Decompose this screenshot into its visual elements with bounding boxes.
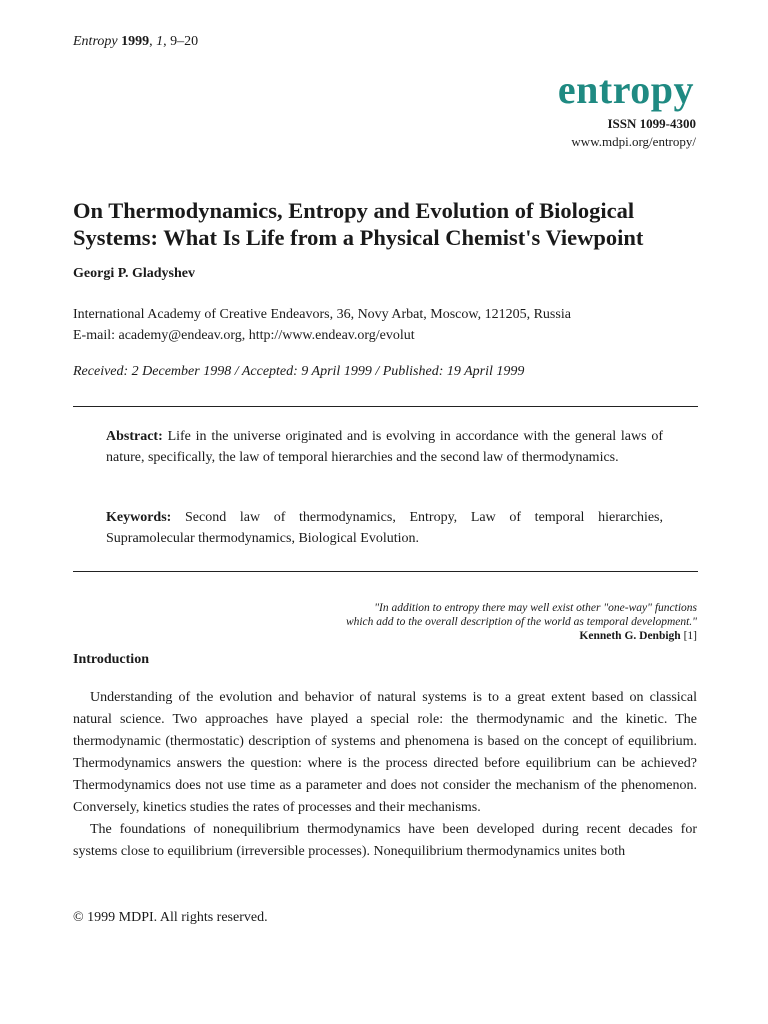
paper-author: Georgi P. Gladyshev <box>73 266 195 281</box>
affiliation-address: International Academy of Creative Endeavors, 36, Novy Arbat, Moscow, 121205, Russia <box>73 307 571 322</box>
introduction-body <box>73 687 697 863</box>
journal-volume: 1 <box>156 34 164 49</box>
keywords <box>106 507 663 549</box>
journal-logo: entropy <box>557 67 694 112</box>
issn: ISSN 1099-4300 <box>607 116 696 131</box>
bottom-divider <box>73 571 698 572</box>
journal-citation: Entropy 1999, 1, 9–20 <box>73 34 199 49</box>
abstract-text: Life in the universe originated and is evolving in accordance with the general laws of nature, specifically, the law of temporal hierarchies and the second law of thermodynamics. <box>106 429 664 465</box>
epigraph-reference: [1] <box>683 630 697 642</box>
epigraph-author: Kenneth G. Denbigh <box>579 630 681 642</box>
epigraph-line-2: which add to the overall description of the world as temporal development." <box>345 616 697 628</box>
abstract <box>106 426 663 468</box>
author-affiliation <box>73 304 571 346</box>
epigraph-line-1: "In addition to entropy there may well exist other "one-way" functions <box>374 602 697 614</box>
journal-name: Entropy <box>73 34 118 49</box>
journal-year: 1999 <box>121 34 150 49</box>
introduction-paragraph-1: Understanding of the evolution and behavior of natural systems is to a great extent based on classical natural science. Two approaches have played a special role: the thermodynamic and the kinetic. The thermodynamic (thermostatic) description of systems and phenomena is based on the concept of equilibrium. Thermodynamics answers the question: where is the process directed before equilibrium can be achieved? Thermodynamics does not use time as a parameter and does not consider the mechanism of the phenomenon. Conversely, kinetics studies the rates of processes and their mechanisms. <box>73 690 697 815</box>
affiliation-contact: E-mail: academy@endeav.org, http://www.endeav.org/evolut <box>73 328 415 343</box>
keywords-text: Second law of thermodynamics, Entropy, Law of temporal hierarchies, Supramolecular thermodynamics, Biological Evolution. <box>106 510 663 546</box>
paper-title: On Thermodynamics, Entropy and Evolution of Biological Systems: What Is Life from a Physical Chemist's Viewpoint <box>73 198 644 250</box>
top-divider <box>73 406 698 407</box>
abstract-label: Abstract: <box>106 429 163 444</box>
journal-pages: 9–20 <box>170 34 199 49</box>
copyright-notice: © 1999 MDPI. All rights reserved. <box>73 910 268 925</box>
introduction-heading: Introduction <box>73 652 149 667</box>
introduction-paragraph-2: The foundations of nonequilibrium thermodynamics have been developed during recent decades for systems close to equilibrium (irreversible processes). Nonequilibrium thermodynamics unites both <box>73 822 697 859</box>
keywords-label: Keywords: <box>106 510 172 525</box>
publication-dates: Received: 2 December 1998 / Accepted: 9 April 1999 / Published: 19 April 1999 <box>73 364 525 379</box>
epigraph <box>137 601 697 643</box>
journal-website: www.mdpi.org/entropy/ <box>571 134 696 149</box>
